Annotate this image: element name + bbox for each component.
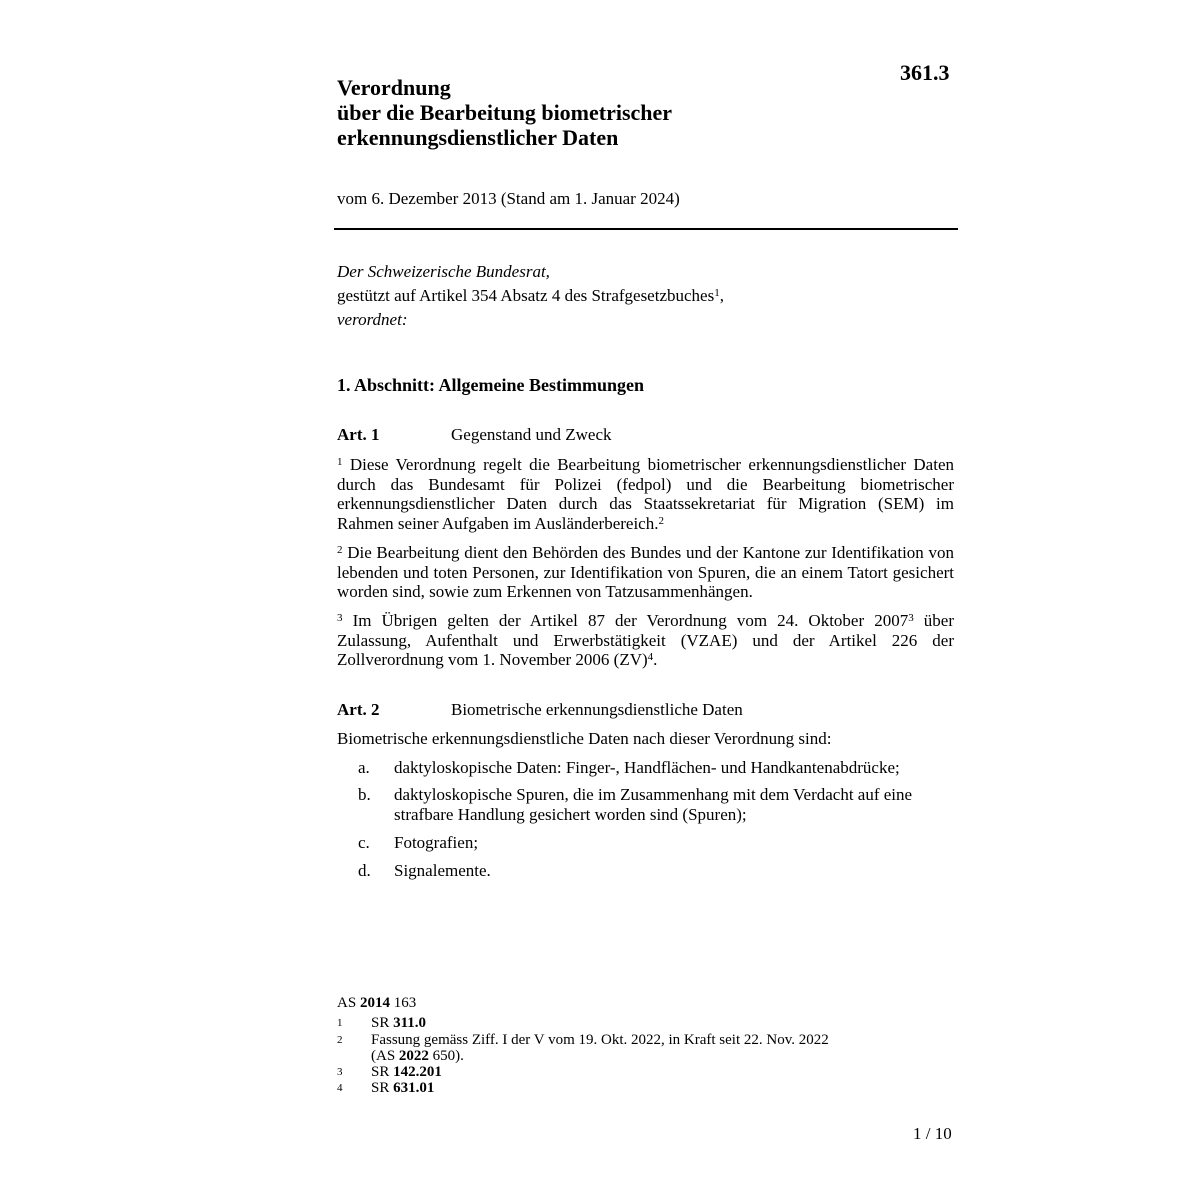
as-page: 163 bbox=[389, 995, 417, 1011]
footnote-2 bbox=[337, 1032, 937, 1064]
section-heading: 1. Abschnitt: Allgemeine Bestimmungen bbox=[337, 375, 645, 395]
list-item bbox=[358, 833, 955, 853]
article-2-title: Biometrische erkennungsdienstliche Daten bbox=[451, 700, 743, 719]
article-1-paragraph-1 bbox=[337, 455, 954, 533]
paragraph-text: Die Bearbeitung dient den Behörden des Bundes und der Kantone zur Identifikation von lebenden und toten Personen, zur Identifikation von Spuren, die an einem Tatort gesichert worden sind, sowie zum Erkennen von Tatzusammenhängen. bbox=[337, 543, 954, 601]
preamble bbox=[337, 260, 957, 332]
list-item-text: Signalemente. bbox=[394, 861, 491, 880]
footnote-ref-4[interactable]: 4 bbox=[647, 651, 654, 663]
footnote-sr-number: 631.01 bbox=[393, 1080, 435, 1096]
list-item bbox=[358, 861, 955, 881]
footnote-line-2-prefix: (AS bbox=[371, 1048, 399, 1064]
footnote-text bbox=[371, 1080, 937, 1096]
footnote-prefix: SR bbox=[371, 1080, 394, 1096]
as-reference bbox=[337, 995, 416, 1012]
footnote-number: 4 bbox=[337, 1082, 343, 1094]
list-item-label: d. bbox=[358, 861, 371, 880]
page-number: 1 / 10 bbox=[913, 1124, 952, 1143]
footnote-line-2 bbox=[371, 1048, 937, 1064]
as-year: 2014 bbox=[359, 995, 390, 1011]
footnote-number: 2 bbox=[337, 1034, 343, 1046]
document-title bbox=[337, 75, 857, 150]
preamble-authority: Der Schweizerische Bundesrat, bbox=[337, 262, 550, 281]
article-2-number: Art. 2 bbox=[337, 700, 380, 719]
footnote-ref-2[interactable]: 2 bbox=[658, 514, 664, 527]
title-line-3: erkennungsdienstlicher Daten bbox=[337, 125, 619, 150]
footnote-prefix: SR bbox=[371, 1064, 394, 1080]
paragraph-text: . bbox=[653, 650, 658, 669]
footnote-sr-number: 142.201 bbox=[393, 1064, 442, 1080]
preamble-basis-end: , bbox=[719, 286, 724, 305]
article-1-heading bbox=[337, 425, 612, 445]
list-item bbox=[358, 785, 955, 824]
paragraph-number: 1 bbox=[337, 456, 343, 468]
article-1-paragraph-3 bbox=[337, 611, 954, 670]
preamble-basis-text: gestützt auf Artikel 354 Absatz 4 des Strafgesetzbuches bbox=[337, 286, 715, 305]
footnote-line-2-year: 2022 bbox=[398, 1048, 429, 1064]
paragraph-text: Diese Verordnung regelt die Bearbeitung biometrischer erkennungsdienstlicher Daten durch das Bundesamt für Polizei (fedpol) und die Bearbeitung biometrischer erkennungsdienstlicher Daten durch das Staatssekretariat für Migration (SEM) im Rahmen seiner Aufgaben im Ausländerbereich. bbox=[337, 455, 954, 533]
article-1-paragraph-2 bbox=[337, 543, 954, 602]
article-1-title: Gegenstand und Zweck bbox=[451, 425, 612, 444]
list-item-text: daktyloskopische Spuren, die im Zusammenhang mit dem Verdacht auf eine strafbare Handlung gesichert worden sind (Spuren); bbox=[394, 785, 913, 824]
footnote-number: 3 bbox=[337, 1066, 343, 1078]
footnote-text bbox=[371, 1064, 937, 1080]
footnote-line-2-rest: 650). bbox=[428, 1048, 464, 1064]
article-2-heading bbox=[337, 700, 743, 720]
footnote-text bbox=[371, 1015, 937, 1031]
list-item-text: Fotografien; bbox=[394, 833, 479, 852]
list-item-text: daktyloskopische Daten: Finger-, Handflächen- und Handkantenabdrücke; bbox=[394, 758, 900, 777]
date-line: vom 6. Dezember 2013 (Stand am 1. Januar 2024) bbox=[337, 189, 680, 208]
title-line-2: über die Bearbeitung biometrischer bbox=[337, 100, 673, 125]
footnote-sr-number: 311.0 bbox=[393, 1015, 427, 1031]
footnote-3 bbox=[337, 1064, 937, 1080]
sr-number: 361.3 bbox=[900, 60, 950, 85]
footnote-number: 1 bbox=[337, 1017, 343, 1029]
list-item-label: b. bbox=[358, 785, 371, 804]
as-prefix: AS bbox=[337, 995, 360, 1011]
preamble-basis bbox=[337, 284, 957, 308]
preamble-decree: verordnet: bbox=[337, 310, 408, 329]
footnote-ref-3[interactable]: 3 bbox=[908, 612, 914, 624]
article-1-number: Art. 1 bbox=[337, 425, 380, 444]
paragraph-number: 2 bbox=[337, 544, 343, 556]
header-rule bbox=[334, 228, 958, 230]
title-line-1: Verordnung bbox=[337, 75, 451, 100]
list-item bbox=[358, 758, 955, 778]
footnote-text bbox=[371, 1032, 937, 1064]
footnote-prefix: SR bbox=[371, 1015, 394, 1031]
article-2-intro: Biometrische erkennungsdienstliche Daten nach dieser Verordnung sind: bbox=[337, 729, 832, 748]
footnote-4 bbox=[337, 1080, 937, 1096]
footnote-1 bbox=[337, 1015, 937, 1031]
footnote-line-1: Fassung gemäss Ziff. I der V vom 19. Okt. 2022, in Kraft seit 22. Nov. 2022 bbox=[371, 1032, 829, 1048]
list-item-label: a. bbox=[358, 758, 370, 777]
footnote-ref-1[interactable]: 1 bbox=[714, 287, 720, 299]
paragraph-text: über Zulassung, Aufenthalt und Erwerbstätigkeit (VZAE) und der Artikel 226 der Zollverordnung vom 1. November 2006 (ZV) bbox=[337, 611, 954, 669]
list-item-label: c. bbox=[358, 833, 370, 852]
paragraph-number: 3 bbox=[337, 612, 343, 624]
paragraph-text: Im Übrigen gelten der Artikel 87 der Verordnung vom 24. Oktober 2007 bbox=[342, 611, 909, 630]
